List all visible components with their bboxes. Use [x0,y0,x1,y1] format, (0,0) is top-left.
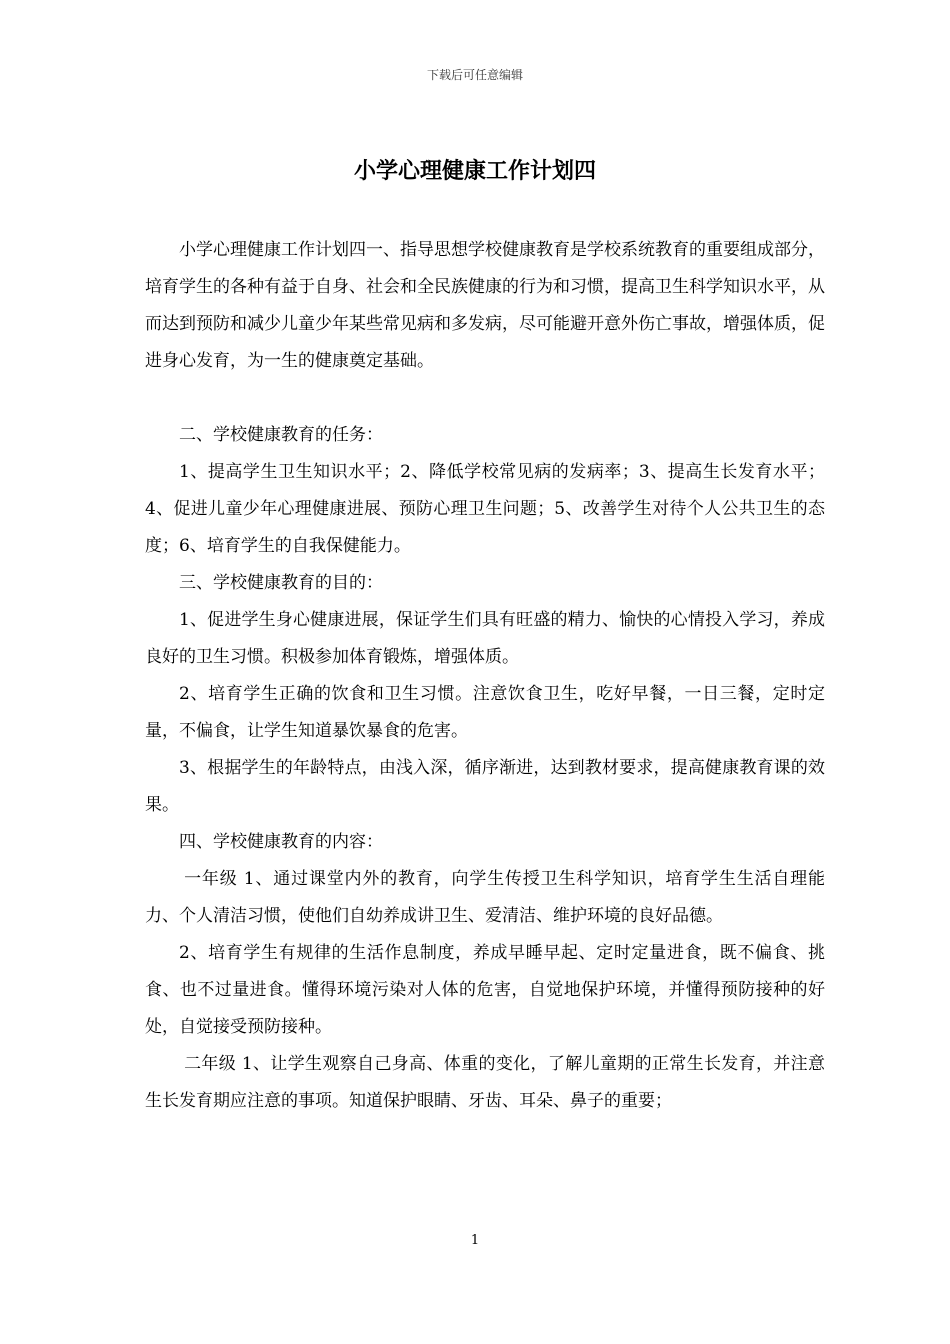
paragraph-goal-2: 2、培育学生正确的饮食和卫生习惯。注意饮食卫生，吃好早餐，一日三餐，定时定量，不偏食，让学生知道暴饮暴食的危害。 [145,684,825,741]
paragraph-goal-1: 1、促进学生身心健康进展，保证学生们具有旺盛的精力、愉快的心情投入学习，养成良好的卫生习惯。积极参加体育锻炼，增强体质。 [145,610,825,667]
paragraph-guiding-ideology: 小学心理健康工作计划四一、指导思想学校健康教育是学校系统教育的重要组成部分，培育学生的各种有益于自身、社会和全民族健康的行为和习惯，提高卫生科学知识水平，从而达到预防和减少儿童少年某些常见病和多发病，尽可能避开意外伤亡事故，增强体质，促进身心发育，为一生的健康奠定基础。 [145,240,825,371]
paragraph-goal-3: 3、根据学生的年龄特点，由浅入深，循序渐进，达到教材要求，提高健康教育课的效果。 [145,758,825,815]
document-body [145,232,825,1120]
paragraph-tasks: 1、提高学生卫生知识水平；2、降低学校常见病的发病率；3、提高生长发育水平；4、促进儿童少年心理健康进展、预防心理卫生问题；5、改善学生对待个人公共卫生的态度；6、培育学生的自我保健能力。 [145,462,825,556]
page-title: 小学心理健康工作计划四 [353,158,596,184]
paragraph-grade-1-item-1: 一年级 1、通过课堂内外的教育，向学生传授卫生科学知识，培育学生生活自理能力、个人清洁习惯，使他们自幼养成讲卫生、爱清洁、维护环境的良好品德。 [145,869,825,926]
header-note: 下载后可任意编辑 [426,68,523,82]
section-heading-goals: 三、学校健康教育的目的： [179,573,383,593]
section-heading-tasks: 二、学校健康教育的任务： [179,425,383,445]
paragraph-grade-1-item-2: 2、培育学生有规律的生活作息制度，养成早睡早起、定时定量进食，既不偏食、挑食、也不过量进食。懂得环境污染对人体的危害，自觉地保护环境，并懂得预防接种的好处，自觉接受预防接种。 [145,943,825,1037]
page-number: 1 [470,1233,480,1248]
section-heading-content: 四、学校健康教育的内容： [179,832,383,852]
paragraph-grade-2-item-1: 二年级 1、让学生观察自己身高、体重的变化，了解儿童期的正常生长发育，并注意生长发育期应注意的事项。知道保护眼睛、牙齿、耳朵、鼻子的重要； [145,1054,825,1111]
blank-line [145,380,825,417]
